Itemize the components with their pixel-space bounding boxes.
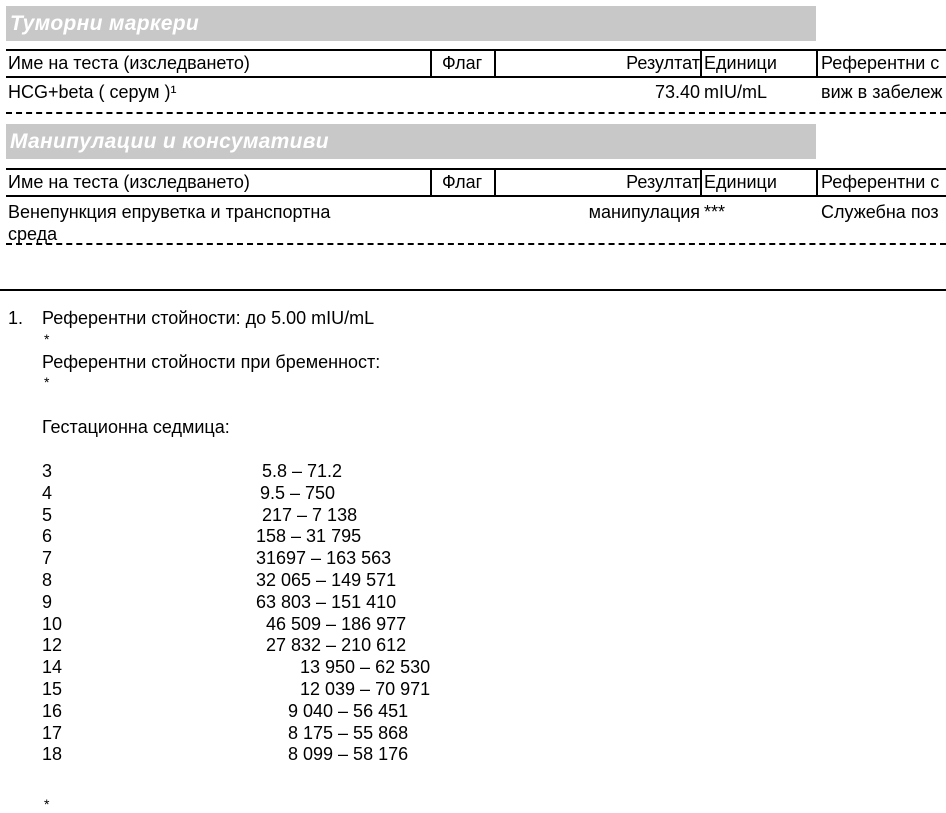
footnote-number: 1. [8,308,24,328]
footnote-star: * [44,796,50,812]
gestation-week: 12 [42,635,63,656]
table-row [6,202,946,246]
gestation-week: 16 [42,700,63,721]
reference-values-text: Референтни стойности: до 5.00 mIU/mL [42,308,375,328]
gestation-range: 63 803 – 151 410 [256,591,397,612]
test-result: манипулация [588,202,700,222]
test-name: HCG+beta ( серум )¹ [8,82,177,102]
gestation-label: Гестационна седмица: [42,417,230,437]
column-test-name: Име на теста (изследването) [8,53,250,73]
footnote-star: * [44,374,50,390]
column-result: Резултат [626,172,700,192]
gestation-week: 6 [42,526,53,547]
pregnancy-reference-text: Референтни стойности при бременност: [42,352,381,372]
gestation-week: 18 [42,744,63,765]
test-reference: Служебна поз [821,202,939,222]
footnote-star: * [44,331,50,347]
test-name-line1: Венепункция епруветка и транспортна [8,202,331,222]
column-header-row [6,49,946,78]
row-divider [6,112,946,114]
gestation-week: 14 [42,657,63,678]
column-units: Единици [704,172,777,192]
column-header-row [6,168,946,197]
gestation-range: 9.5 – 750 [260,482,336,503]
gestation-week: 5 [42,504,53,525]
test-units: *** [704,202,726,222]
gestation-range: 5.8 – 71.2 [262,461,343,481]
column-flag: Флаг [442,53,483,73]
gestation-range: 13 950 – 62 530 [300,657,431,678]
gestation-range: 46 509 – 186 977 [266,613,407,634]
gestation-week: 8 [42,570,53,590]
column-test-name: Име на теста (изследването) [8,172,250,192]
gestation-range: 8 175 – 55 868 [288,722,409,743]
gestation-week: 9 [42,591,53,612]
gestation-range: 32 065 – 149 571 [256,570,397,590]
test-units: mIU/mL [704,82,767,102]
gestation-range: 27 832 – 210 612 [266,635,407,656]
gestation-week: 3 [42,461,53,481]
gestation-week: 17 [42,722,63,743]
column-reference: Референтни с [821,172,940,192]
row-divider [6,243,946,245]
footnote-separator [0,289,946,291]
gestation-range: 31697 – 163 563 [256,548,392,569]
gestation-range: 217 – 7 138 [262,504,358,525]
gestation-range: 9 040 – 56 451 [288,700,409,721]
gestation-range: 158 – 31 795 [256,526,362,547]
section-title-manipulations: Манипулации и консумативи [6,124,816,159]
column-units: Единици [704,53,777,73]
table-row [6,82,946,106]
test-result: 73.40 [654,82,700,102]
column-flag: Флаг [442,172,483,192]
column-result: Резултат [626,53,700,73]
gestation-week: 15 [42,679,63,699]
column-reference: Референтни с [821,53,940,73]
gestation-week: 7 [42,548,53,569]
gestation-week: 10 [42,613,63,634]
gestation-range: 8 099 – 58 176 [288,744,409,765]
test-name-line2: среда [8,224,58,244]
gestation-range: 12 039 – 70 971 [300,679,431,699]
section-title-tumor-markers: Туморни маркери [6,6,816,41]
test-reference: виж в забележ [821,82,943,102]
gestation-week: 4 [42,482,53,503]
